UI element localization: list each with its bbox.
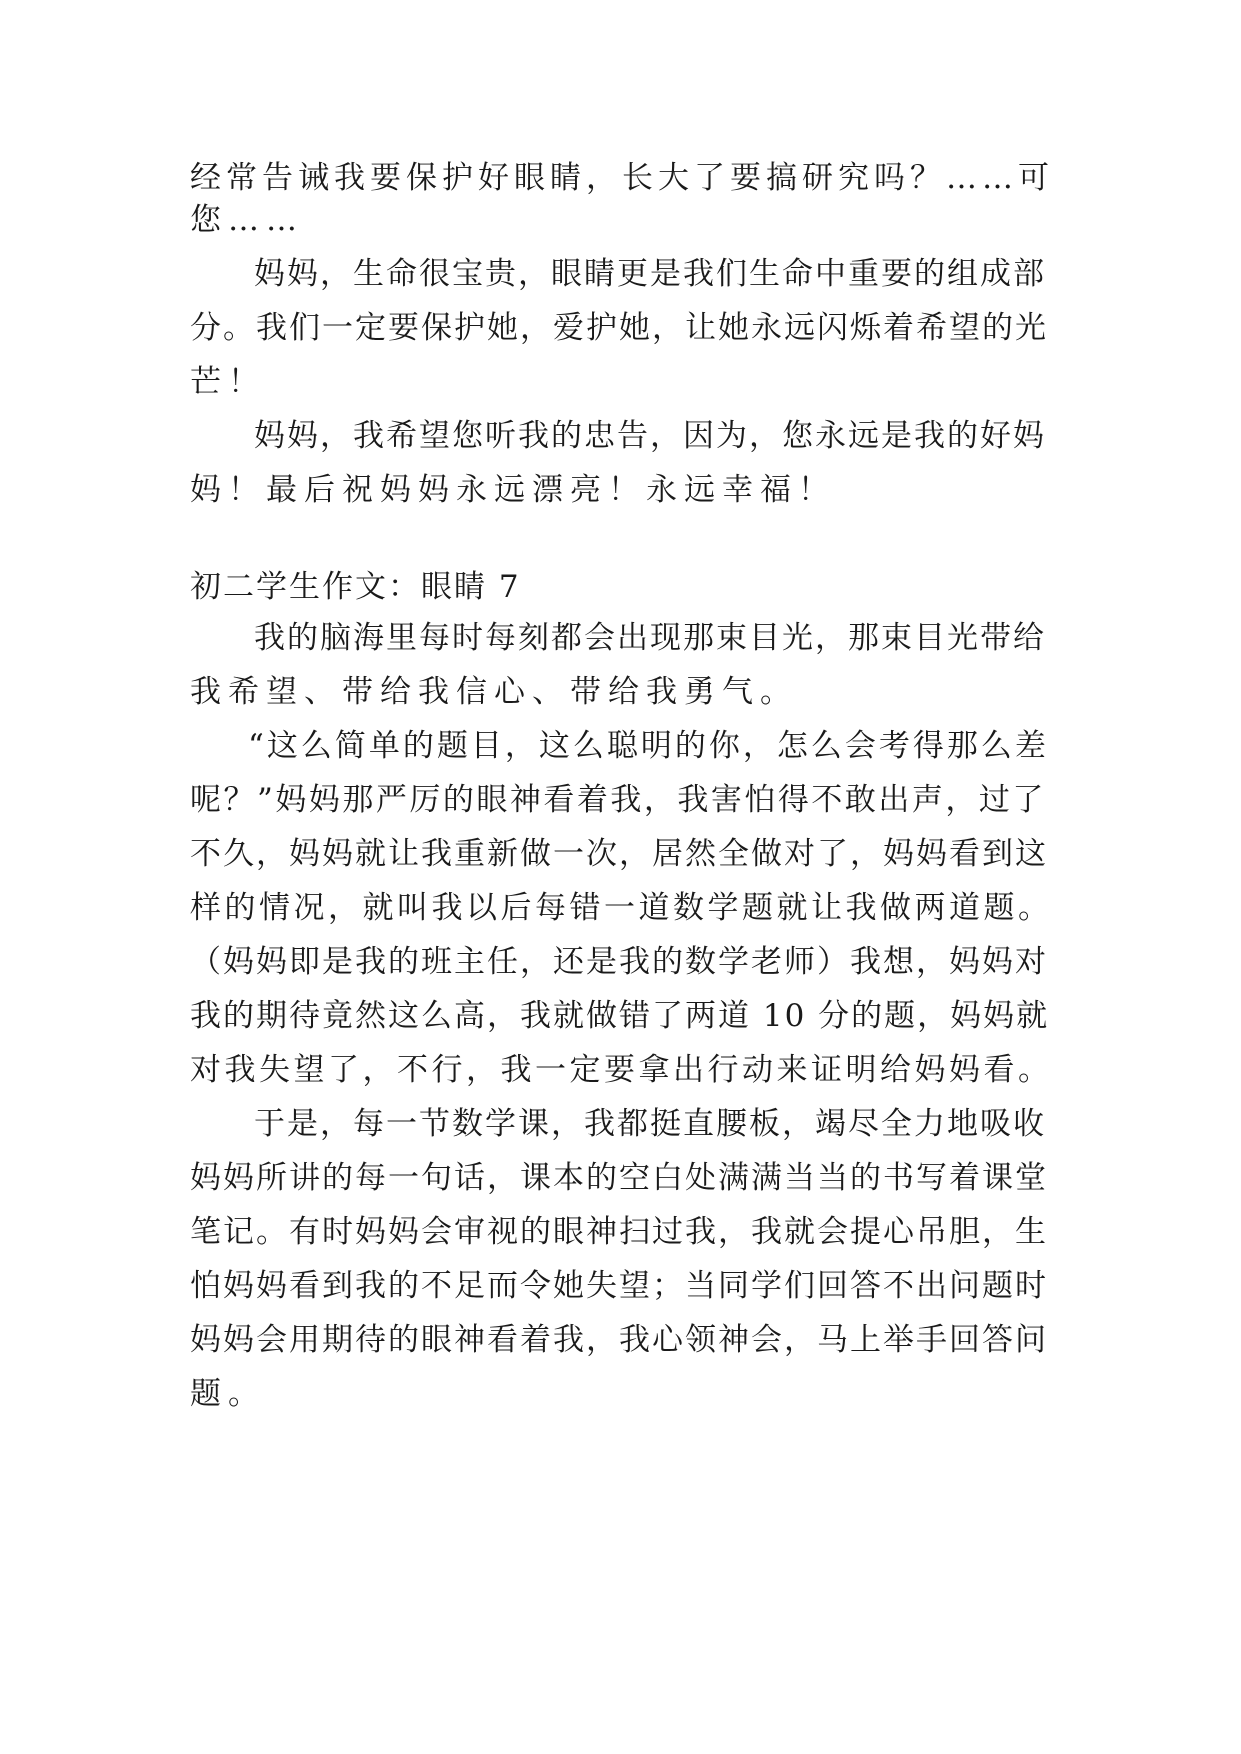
- paragraph-line: 妈！最后祝妈妈永远漂亮！永远幸福！: [190, 472, 836, 508]
- paragraph-line: 经常告诫我要保护好眼睛，长大了要搞研究吗？……可: [190, 160, 1054, 196]
- paragraph-line: 我希望、带给我信心、带给我勇气。: [190, 674, 798, 710]
- paragraph-line: 呢？”妈妈那严厉的眼神看着我，我害怕得不敢出声，过了: [190, 782, 1046, 818]
- paragraph-line: 样的情况，就叫我以后每错一道数学题就让我做两道题。: [190, 890, 1053, 926]
- paragraph-line: 分。我们一定要保护她，爱护她，让她永远闪烁着希望的光: [190, 310, 1048, 346]
- paragraph-line: 我的期待竟然这么高，我就做错了两道 10 分的题，妈妈就: [190, 998, 1050, 1034]
- paragraph-line: 题。: [190, 1376, 266, 1412]
- paragraph-line: 您……: [190, 202, 304, 238]
- paragraph-line: 不久，妈妈就让我重新做一次，居然全做对了，妈妈看到这: [190, 836, 1048, 872]
- paragraph-line: 于是，每一节数学课，我都挺直腰板，竭尽全力地吸收: [254, 1106, 1046, 1142]
- paragraph-line: 妈妈，生命很宝贵，眼睛更是我们生命中重要的组成部: [254, 256, 1046, 292]
- paragraph-line: “这么简单的题目，这么聪明的你，怎么会考得那么差: [248, 728, 1049, 764]
- paragraph-line: 妈妈，我希望您听我的忠告，因为，您永远是我的好妈: [254, 418, 1046, 454]
- paragraph-line: 妈妈会用期待的眼神看着我，我心领神会，马上举手回答问: [190, 1322, 1048, 1358]
- paragraph-line: 怕妈妈看到我的不足而令她失望；当同学们回答不出问题时: [190, 1268, 1048, 1304]
- paragraph-line: 妈妈所讲的每一句话，课本的空白处满满当当的书写着课堂: [190, 1160, 1048, 1196]
- paragraph-line: 芒！: [190, 364, 266, 400]
- section-heading: 初二学生作文：眼睛 7: [190, 569, 521, 605]
- paragraph-line: 笔记。有时妈妈会审视的眼神扫过我，我就会提心吊胆，生: [190, 1214, 1048, 1250]
- paragraph-line: 对我失望了，不行，我一定要拿出行动来证明给妈妈看。: [190, 1052, 1053, 1088]
- paragraph-line: （妈妈即是我的班主任，还是我的数学老师）我想，妈妈对: [190, 944, 1048, 980]
- paragraph-line: 我的脑海里每时每刻都会出现那束目光，那束目光带给: [254, 620, 1046, 656]
